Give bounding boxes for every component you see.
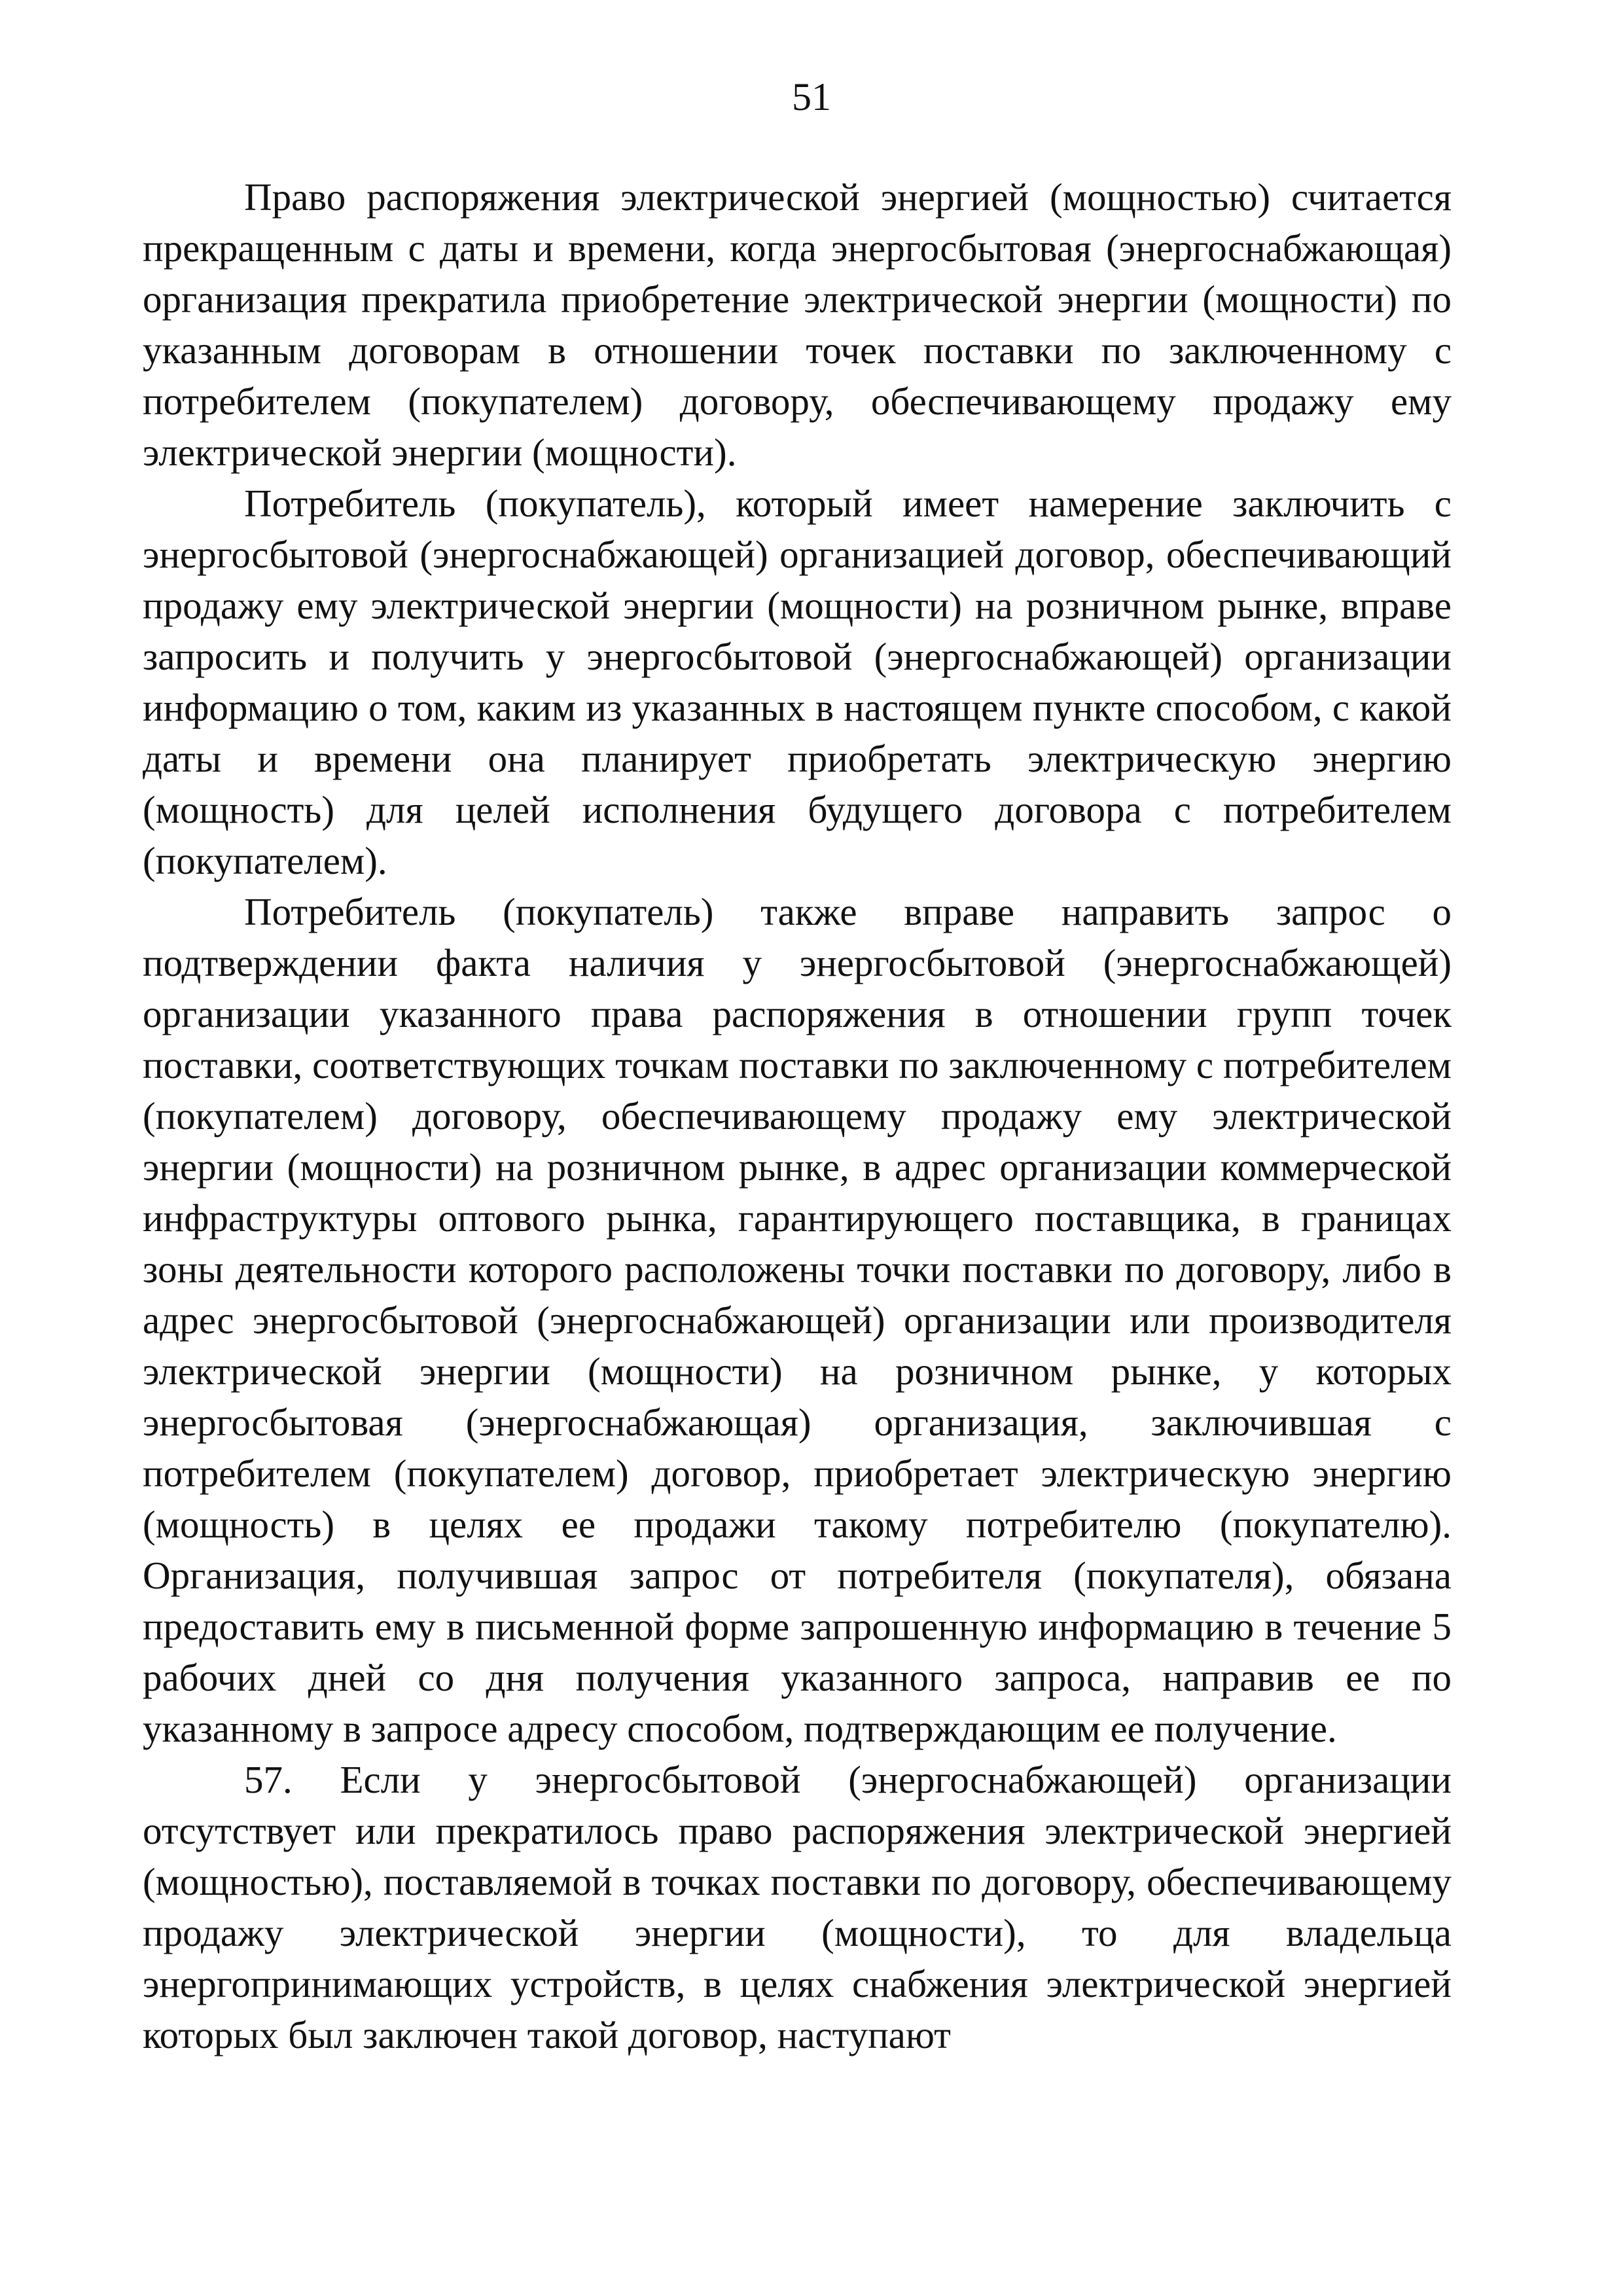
paragraph-4: 57. Если у энергосбытовой (энергоснабжающей) организации отсутствует или прекратилось право распоряжения электрической энергией (мощностью), поставляемой в точках поставки по договору, обеспечивающему продажу электрической энергии (мощности), то для владельца энергопринимающих устройств, в целях снабжения электрической энергией которых был заключен такой договор, наступают [143, 1758, 1452, 2056]
paragraph-1: Право распоряжения электрической энергией (мощностью) считается прекращенным с даты и времени, когда энергосбытовая (энергоснабжающая) организация прекратила приобретение электрической энергии (мощности) по указанным договорам в отношении точек поставки по заключенному с потребителем (покупателем) договору, обеспечивающему продажу ему электрической энергии (мощности). [143, 175, 1452, 474]
paragraph-3: Потребитель (покупатель) также вправе направить запрос о подтверждении факта наличия у энергосбытовой (энергоснабжающей) организации указанного права распоряжения в отношении групп точек поставки, соответствующих точкам поставки по заключенному с потребителем (покупателем) договору, обеспечивающему продажу ему электрической энергии (мощности) на розничном рынке, в адрес организации коммерческой инфраструктуры оптового рынка, гарантирующего поставщика, в границах зоны деятельности которого расположены точки поставки по договору, либо в адрес энергосбытовой (энергоснабжающей) организации или производителя электрической энергии (мощности) на розничном рынке, у которых энергосбытовая (энергоснабжающая) организация, заключившая с потребителем (покупателем) договор, приобретает электрическую энергию (мощность) в целях ее продажи такому потребителю (покупателю). Организация, получившая запрос от потребителя (покупателя), обязана предоставить ему в письменной форме запрошенную информацию в течение 5 рабочих дней со дня получения указанного запроса, направив ее по указанному в запросе адресу способом, подтверждающим ее получение. [143, 890, 1452, 1750]
paragraph-2: Потребитель (покупатель), который имеет намерение заключить с энергосбытовой (энергоснабжающей) организацией договор, обеспечивающий продажу ему электрической энергии (мощности) на розничном рынке, вправе запросить и получить у энергосбытовой (энергоснабжающей) организации информацию о том, каким из указанных в настоящем пункте способом, с какой даты и времени она планирует приобретать электрическую энергию (мощность) для целей исполнения будущего договора с потребителем (покупателем). [143, 482, 1452, 882]
document-body [143, 171, 1452, 2060]
page-number: 51 [792, 75, 831, 118]
